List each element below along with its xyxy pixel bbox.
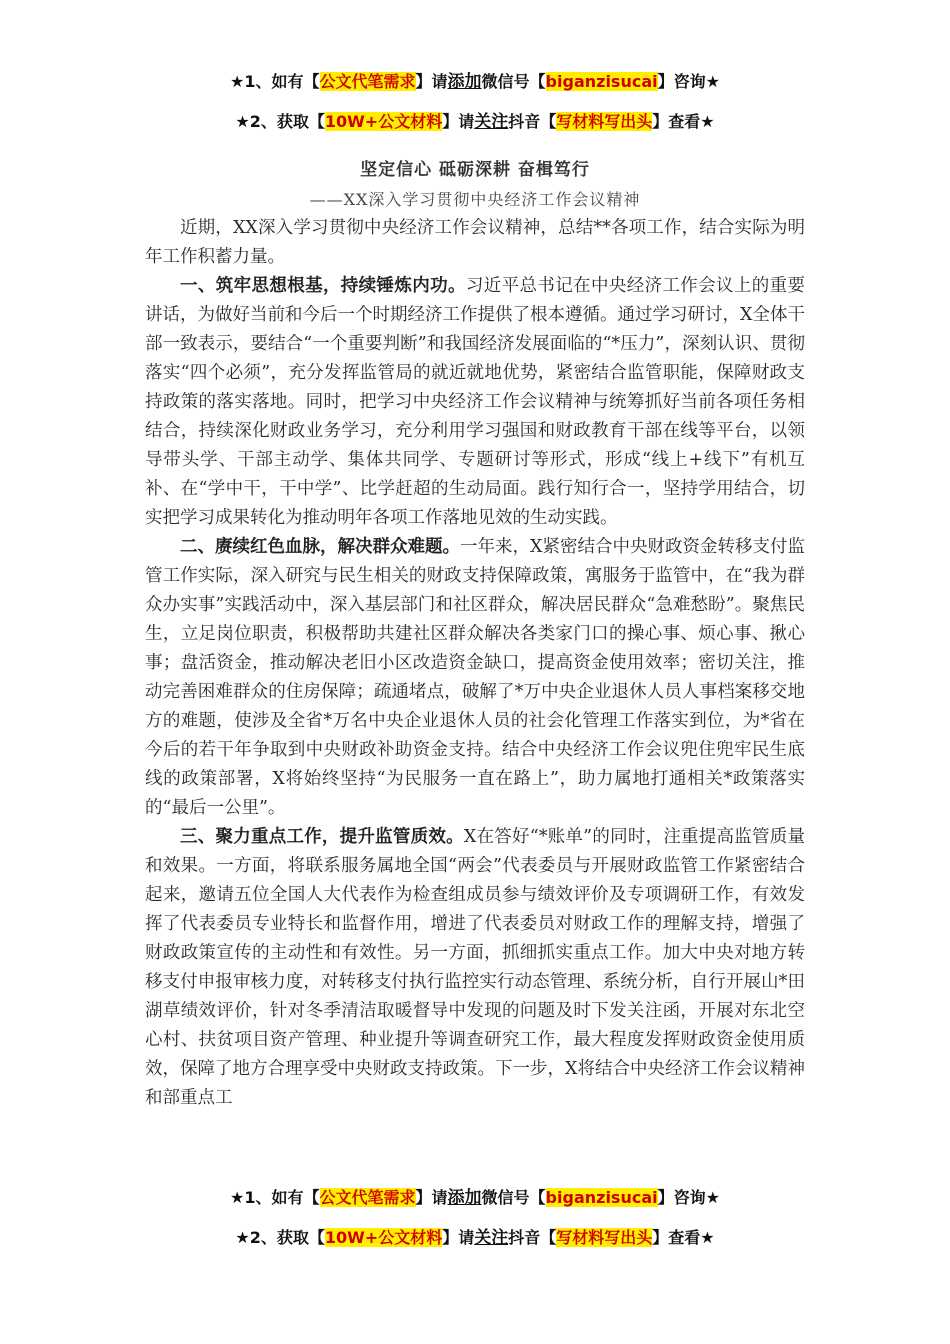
highlight-materials: 10W+公文材料: [324, 1228, 443, 1247]
section-heading: 二、赓续红色血脉，解决群众难题。: [180, 537, 461, 557]
section-paragraph-1: 一、筑牢思想根基，持续锤炼内功。习近平总书记在中央经济工作会议上的重要讲话，为做好当前和今后一个时期经济工作提供了根本遵循。通过学习研讨，X全体干部一致表示，要结合“一个重要判断”和我国经济发展面临的“*压力”，深刻认识、贯彻落实“四个必须”，充分发挥监管局的就近就地优势，紧密结合监管职能，保障财政支持政策的落实落地。同时，把学习中央经济工作会议精神与统筹抓好当前各项任务相结合，持续深化财政业务学习，充分利用学习强国和财政教育干部在线等平台，以领导带头学、干部主动学、集体共同学、专题研讨等形式，形成“线上+线下”有机互补、在“学中干，干中学”、比学赶超的生动局面。践行知行合一，坚持学用结合，切实把学习成果转化为推动明年各项工作落地见效的生动实践。: [145, 276, 806, 528]
highlight-service: 公文代笔需求: [319, 72, 416, 91]
highlight-materials: 10W+公文材料: [324, 112, 443, 131]
wechat-id[interactable]: biganzisucai: [545, 1188, 658, 1207]
douyin-account[interactable]: 写材料写出头: [556, 112, 653, 131]
highlight-service: 公文代笔需求: [319, 1188, 416, 1207]
footer-banner-line-1: ★1、如有【公文代笔需求】请添加微信号【biganzisucai】咨询★: [230, 1188, 720, 1208]
douyin-account[interactable]: 写材料写出头: [556, 1228, 653, 1247]
document-subtitle: ——XX深入学习贯彻中央经济工作会议精神: [309, 190, 641, 209]
wechat-id[interactable]: biganzisucai: [545, 72, 658, 91]
document-body: [145, 214, 805, 1113]
section-heading: 三、聚力重点工作，提升监管质效。: [180, 827, 464, 847]
banner-line-1: ★1、如有【公文代笔需求】请添加微信号【biganzisucai】咨询★: [230, 72, 720, 92]
footer-banner-line-2: ★2、获取【10W+公文材料】请关注抖音【写材料写出头】查看★: [235, 1228, 715, 1248]
section-heading: 一、筑牢思想根基，持续锤炼内功。: [180, 276, 466, 296]
section-paragraph-3: 三、聚力重点工作，提升监管质效。X在答好“*账单”的同时，注重提高监管质量和效果。一方面，将联系服务属地全国“两会”代表委员与开展财政监管工作紧密结合起来，邀请五位全国人大代表作为检查组成员参与绩效评价及专项调研工作，有效发挥了代表委员专业特长和监督作用，增进了代表委员对财政工作的理解支持，增强了财政政策宣传的主动性和有效性。另一方面，抓细抓实重点工作。加大中央对地方转移支付申报审核力度，对转移支付执行监控实行动态管理、系统分析，自行开展山*田湖草绩效评价，针对冬季清洁取暖督导中发现的问题及时下发关注函，开展对东北空心村、扶贫项目资产管理、种业提升等调查研究工作，最大程度发挥财政资金使用质效，保障了地方合理享受中央财政支持政策。下一步，X将结合中央经济工作会议精神和部重点工: [145, 827, 805, 1108]
intro-paragraph: 近期，XX深入学习贯彻中央经济工作会议精神，总结**各项工作，结合实际为明年工作积蓄力量。: [145, 218, 805, 267]
document-title: 坚定信心 砥砺深耕 奋楫笃行: [360, 160, 590, 180]
section-paragraph-2: 二、赓续红色血脉，解决群众难题。一年来，X紧密结合中央财政资金转移支付监管工作实际，深入研究与民生相关的财政支持保障政策，寓服务于监管中，在“我为群众办实事”实践活动中，深入基层部门和社区群众，解决居民群众“急难愁盼”。聚焦民生，立足岗位职责，积极帮助共建社区群众解决各类家门口的操心事、烦心事、揪心事；盘活资金，推动解决老旧小区改造资金缺口，提高资金使用效率；密切关注，推动完善困难群众的住房保障；疏通堵点，破解了*万中央企业退休人员人事档案移交地方的难题，使涉及全省*万名中央企业退休人员的社会化管理工作落实到位，为*省在今后的若干年争取到中央财政补助资金支持。结合中央经济工作会议兜住兜牢民生底线的政策部署，X将始终坚持“为民服务一直在路上”，助力属地打通相关*政策落实的“最后一公里”。: [145, 537, 805, 818]
banner-line-2: ★2、获取【10W+公文材料】请关注抖音【写材料写出头】查看★: [235, 112, 715, 132]
